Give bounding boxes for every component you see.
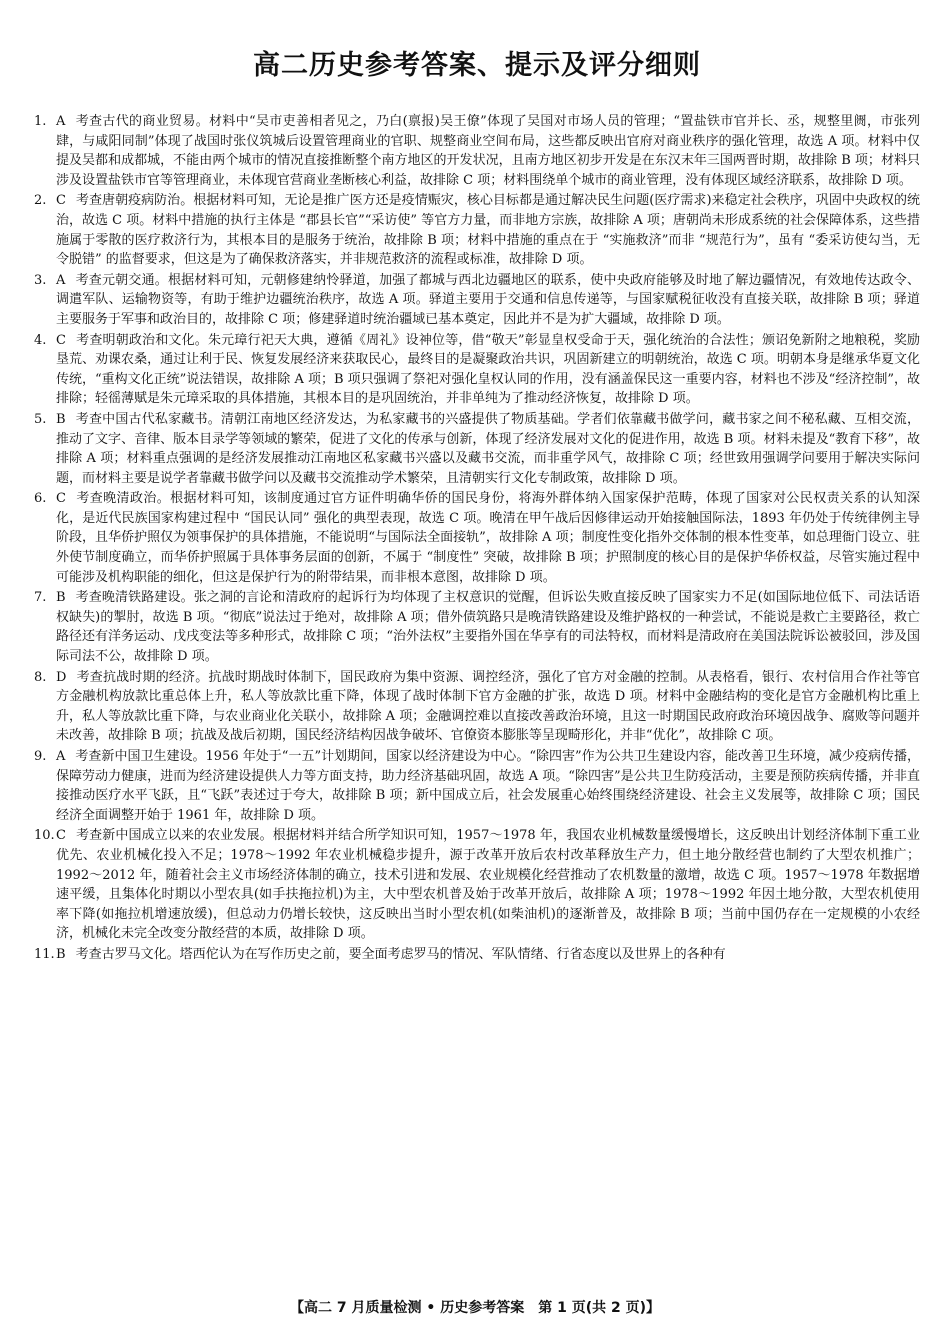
answer-explanation: 考查明朝政治和文化。朱元璋行祀天大典，遵循《周礼》设神位等，借“敬天”彰显皇权受命于天，强化统治的合法性；颁诏免新附之地粮税，奖励垦荒、劝课农桑，通过让利于民、恢复发展经济来获取民心，最终目的是凝聚政治共识，巩固新建立的明朝统治，故选 C 项。明朝本身是继承华夏文化传统，“重构文化正统”说法错误，故排除 A 项；B 项只强调了祭祀对强化皇权认同的作用，没有涵盖保民这一重要内容，材料也不涉及“经济控制”，故排除；轻徭薄赋是朱元璋采取的具体措施，其根本目的是巩固统治，并非单纯为了推动经济恢复，故排除 D 项。: [56, 332, 920, 407]
answer-item: [34, 945, 920, 965]
answer-explanation: 考查新中国成立以来的农业发展。根据材料并结合所学知识可知，1957～1978 年，我国农业机械数量缓慢增长，这反映出计划经济体制下重工业优先、农业机械化投入不足；1978～1992 年农业机械稳步提升，源于改革开放后农村改革释放生产力，但土地分散经营也制约了大型农机推广；1992～2012 年，随着社会主义市场经济体制的确立，技术引进和发展、农业规模化经营推动了农机数量的激增，故选 C 项。1957～1978 年数据增速平缓，且集体化时期以小型农具(如手扶拖拉机)为主，大中型农机普及始于改革开放后，故排除 A 项；1978～1992 年因土地分散，大型农机使用率下降(如拖拉机增速放缓)，但总动力仍增长较快，这反映出当时小型农机(如柴油机)的逐渐普及，故排除 B 项；当前中国仍存在一定规模的小农经济，机械化未完全改变分散经营的本质，故排除 D 项。: [56, 828, 920, 942]
page-footer: 【高二 7 月质量检测 • 历史参考答案 第 1 页(共 2 页)】: [290, 1300, 660, 1316]
answer-item: [34, 271, 920, 330]
answer-explanation: 考查古罗马文化。塔西佗认为在写作历史之前，要全面考虑罗马的情况、军队情绪、行省态度以及世界上的各种有: [75, 946, 726, 962]
answer-number: 4.: [34, 332, 47, 348]
answer-explanation: 考查唐朝疫病防治。根据材料可知，无论是推广医方还是疫情赈灾，核心目标都是通过解决民生问题(医疗需求)来稳定社会秩序，巩固中央政权的统治，故选 C 项。材料中措施的执行主体是 “郡县长官”“采访使” 等官方力量，而非地方宗族，故排除 A 项；唐朝尚未形成系统的社会保障体系，这些措施属于零散的医疗救济行为，其根本目的是服务于统治，故排除 B 项；材料中措施的重点在于 “实施救济”而非 “规范行为”，虽有 “委采访使勾当，无令脱错” 的监督要求，但这是为了确保救济落实，并非规范救济的流程或标准，故排除 D 项。: [56, 193, 920, 268]
answer-explanation: 考查新中国卫生建设。1956 年处于“一五”计划期间，国家以经济建设为中心。“除四害”作为公共卫生建设内容，能改善卫生环境，减少疫病传播，保障劳动力健康，进而为经济建设提供人力等方面支持，助力经济基础巩固，故选 A 项。“除四害”是公共卫生防疫活动，主要是预防疾病传播，并非直接推动医疗水平飞跃，且“飞跃”表述过于夸大，故排除 B 项；新中国成立后，社会发展重心始终围绕经济建设、社会主义发展等，故排除 C 项；国民经济全面调整开始于 1961 年，故排除 D 项。: [56, 749, 920, 823]
answer-item: [34, 489, 920, 587]
answer-choice: A: [56, 114, 66, 129]
answer-choice: C: [56, 491, 66, 507]
answer-explanation: 考查晚清政治。根据材料可知，该制度通过官方证件明确华侨的国民身份，将海外群体纳入国家保护范畴，体现了国家对公民权责关系的认知深化，是近代民族国家构建过程中 “国民认同” 强化的典型表现，故选 C 项。晚清在甲午战后因修律运动开始接触国际法，1893 年仍处于传统律例主导阶段，且华侨护照仅为领事保护的具体措施，不能说明“与国际法全面接轨”，故排除 A 项；制度性变化指外交体制的根本性变革，如总理衙门设立、驻外使节制度确立，而华侨护照属于具体事务层面的创新，不属于 “制度性” 突破，故排除 B 项；护照制度的核心目的是保护华侨权益，尽管实施过程中可能涉及机构职能的细化，但这是保护行为的附带结果，而非根本意图，故排除 D 项。: [56, 491, 920, 585]
answer-explanation: 考查抗战时期的经济。抗战时期战时体制下，国民政府为集中资源、调控经济，强化了官方对金融的控制。从表格看，银行、农村信用合作社等官方金融机构放款比重总体上升，私人等放款比重下降，体现了战时体制下官方金融的扩张，故选 D 项。材料中金融结构的变化是官方金融机构比重上升，私人等放款比重下降，与农业商业化关联小，故排除 A 项；金融调控难以直接改善政治环境，且这一时期国民政府政治环境因战争、腐败等问题并未改善，故排除 B 项；抗战及战后初期，国民经济结构因战争破坏、官僚资本膨胀等呈现畸形化，并非“优化”，故排除 C 项。: [56, 669, 920, 744]
answer-number: 11.: [34, 946, 55, 962]
answer-item: [34, 112, 920, 190]
answer-choice: C: [56, 332, 66, 348]
answer-item: [34, 191, 920, 269]
answer-item: [34, 668, 920, 746]
answer-item: [34, 331, 920, 409]
answer-number: 7.: [34, 590, 47, 606]
answer-choice: C: [56, 828, 66, 844]
answer-number: 3.: [34, 272, 47, 288]
answer-number: 1.: [34, 114, 47, 129]
answer-number: 2.: [34, 193, 47, 209]
answer-item: [34, 410, 920, 488]
answer-number: 6.: [34, 491, 47, 507]
answer-choice: A: [56, 749, 66, 764]
answer-explanation: 考查中国古代私家藏书。清朝江南地区经济发达，为私家藏书的兴盛提供了物质基础。学者们依靠藏书做学问，藏书家之间不秘私藏、互相交流，推动了文字、音律、版本目录学等领域的繁荣，促进了文化的传承与创新，体现了经济发展对文化的促进作用，故选 B 项。材料未提及“教育下移”，故排除 A 项；材料重点强调的是经济发展推动江南地区私家藏书兴盛以及藏书交流，而非重学风气，故排除 C 项；经世致用强调学问要用于解决实际问题，而材料主要是说学者靠藏书做学问以及藏书交流推动学术繁荣，且清朝实行文化专制政策，故排除 D 项。: [56, 411, 920, 486]
answer-explanation: 考查元朝交通。根据材料可知，元朝修建纳怜驿道，加强了都城与西北边疆地区的联系，使中央政府能够及时地了解边疆情况，有效地传达政令、调遣军队、运输物资等，有助于维护边疆统治秩序，故选 A 项。驿道主要用于交通和信息传递等，与国家赋税征收没有直接关联，故排除 B 项；驿道主要服务于军事和政治目的，故排除 C 项；修建驿道时统治疆域已基本奠定，因此并不是为扩大疆域，故排除 D 项。: [56, 272, 920, 327]
answer-choice: D: [56, 669, 67, 685]
answer-item: [34, 588, 920, 666]
answer-number: 9.: [34, 749, 47, 764]
answer-number: 10.: [34, 828, 55, 844]
answer-explanation: 考查古代的商业贸易。材料中“吴市吏善相者见之，乃白(禀报)吴王僚”体现了吴国对市场人员的管理；“置盐铁市官并长、丞，规整里阓，市张列肆，与咸阳同制”体现了战国时张仪筑城后设置管理商业的官职、规整商业空间布局，这些都反映出官府对商业秩序的强化管理，故选 A 项。材料中仅提及吴都和成都城，不能由两个城市的情况直接推断整个南方地区的开发状况，且南方地区初步开发是在东汉末年三国两晋时期，故排除 B 项；材料只涉及设置盐铁市官等管理商业，未体现官营商业垄断核心利益，故排除 C 项；材料围绕单个城市的商业管理，没有体现区域经济联系，故排除 D 项。: [56, 114, 920, 188]
answer-explanation: 考查晚清铁路建设。张之洞的言论和清政府的起诉行为均体现了主权意识的觉醒，但诉讼失败直接反映了国家实力不足(如国际地位低下、司法话语权缺失)的掣肘，故选 B 项。“彻底”说法过于绝对，故排除 A 项；借外债筑路只是晚清铁路建设及维护路权的一种尝试，不能说是救亡主要路径，救亡路径还有洋务运动、戊戌变法等多种形式，故排除 C 项；“治外法权”主要指外国在华享有的司法特权，而材料是清政府在美国法院诉讼被驳回，涉及国际司法不公，故排除 D 项。: [56, 590, 920, 665]
page-title: 高二历史参考答案、提示及评分细则: [253, 50, 701, 81]
answer-choice: B: [56, 590, 66, 606]
answer-number: 5.: [34, 411, 47, 427]
answer-list: [34, 112, 920, 965]
answer-item: [34, 826, 920, 944]
answer-item: [34, 747, 920, 825]
answer-choice: C: [56, 193, 66, 209]
answer-choice: B: [56, 946, 66, 962]
answer-choice: B: [56, 411, 66, 427]
answer-number: 8.: [34, 669, 47, 685]
answer-choice: A: [56, 272, 66, 288]
